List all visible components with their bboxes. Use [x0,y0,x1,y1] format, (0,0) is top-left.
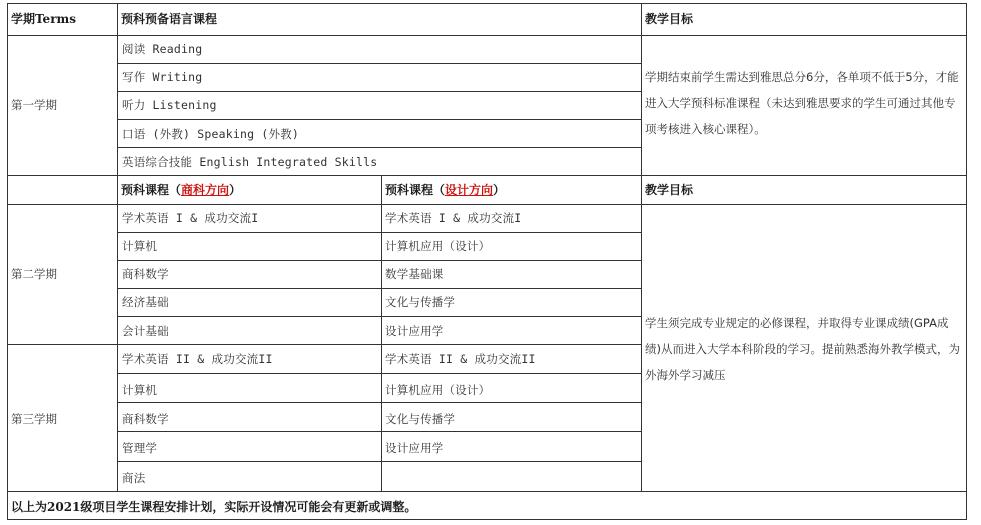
header-prep-language: 预科预备语言课程 [121,12,218,26]
subheader-design [385,181,505,198]
term2-design-course: 设计应用学 [385,324,444,338]
term2-business-course: 经济基础 [122,295,169,309]
term3-business-course: 商科数学 [122,412,169,426]
subheader-goal: 教学目标 [645,183,694,197]
term3-label: 第三学期 [11,412,57,426]
term3-business-course: 商法 [122,471,146,485]
header-goal: 教学目标 [645,12,694,26]
term1-course: 英语综合技能 English Integrated Skills [122,155,378,169]
term2-design-course: 学术英语 I & 成功交流I [385,211,522,225]
term2-business-course: 计算机 [122,239,158,253]
business-suffix: ） [229,183,242,197]
term2-design-course: 数学基础课 [385,267,444,281]
design-suffix: ） [493,183,506,197]
term1-course: 写作 Writing [122,70,203,84]
subheader-business [121,181,241,198]
term1-course: 听力 Listening [122,98,217,112]
business-track-link: 商科方向 [181,183,230,197]
term2-business-course: 会计基础 [122,324,169,338]
term3-business-course: 管理学 [122,441,158,455]
term1-course: 阅读 Reading [122,42,203,56]
term3-business-course: 计算机 [122,383,158,397]
term23-goal: 学生须完成专业规定的必修课程，并取得专业课成绩(GPA成绩)从而进入大学本科阶段的学习。提前熟悉海外教学模式，为外海外学习减压 [645,316,960,382]
term3-design-course: 学术英语 II & 成功交流II [385,352,536,366]
term3-design-course: 文化与传播学 [385,412,456,426]
footer-note: 以上为2021级项目学生课程安排计划，实际开设情况可能会有更新或调整。 [11,500,417,514]
subheader-terms-cell [7,175,118,205]
term3-design-cell [381,461,642,492]
term3-design-course: 计算机应用（设计） [385,383,491,397]
header-terms: 学期Terms [11,12,76,26]
term1-goal: 学期结束前学生需达到雅思总分6分，各单项不低于5分，才能进入大学预科标准课程（未达到雅思要求的学生可通过其他专项考核进入核心课程）。 [645,70,959,136]
business-prefix: 预科课程（ [121,183,182,197]
term2-label: 第二学期 [11,267,57,281]
term1-course: 口语 (外教) Speaking (外教) [122,127,300,141]
term2-design-course: 文化与传播学 [385,295,456,309]
term2-design-course: 计算机应用（设计） [385,239,491,253]
term1-label: 第一学期 [11,98,57,112]
term2-business-course: 学术英语 I & 成功交流I [122,211,259,225]
design-track-link: 设计方向 [445,183,494,197]
term3-business-cell [117,461,382,492]
term3-design-course: 设计应用学 [385,441,444,455]
design-prefix: 预科课程（ [385,183,446,197]
term3-business-course: 学术英语 II & 成功交流II [122,352,273,366]
term2-business-course: 商科数学 [122,267,169,281]
